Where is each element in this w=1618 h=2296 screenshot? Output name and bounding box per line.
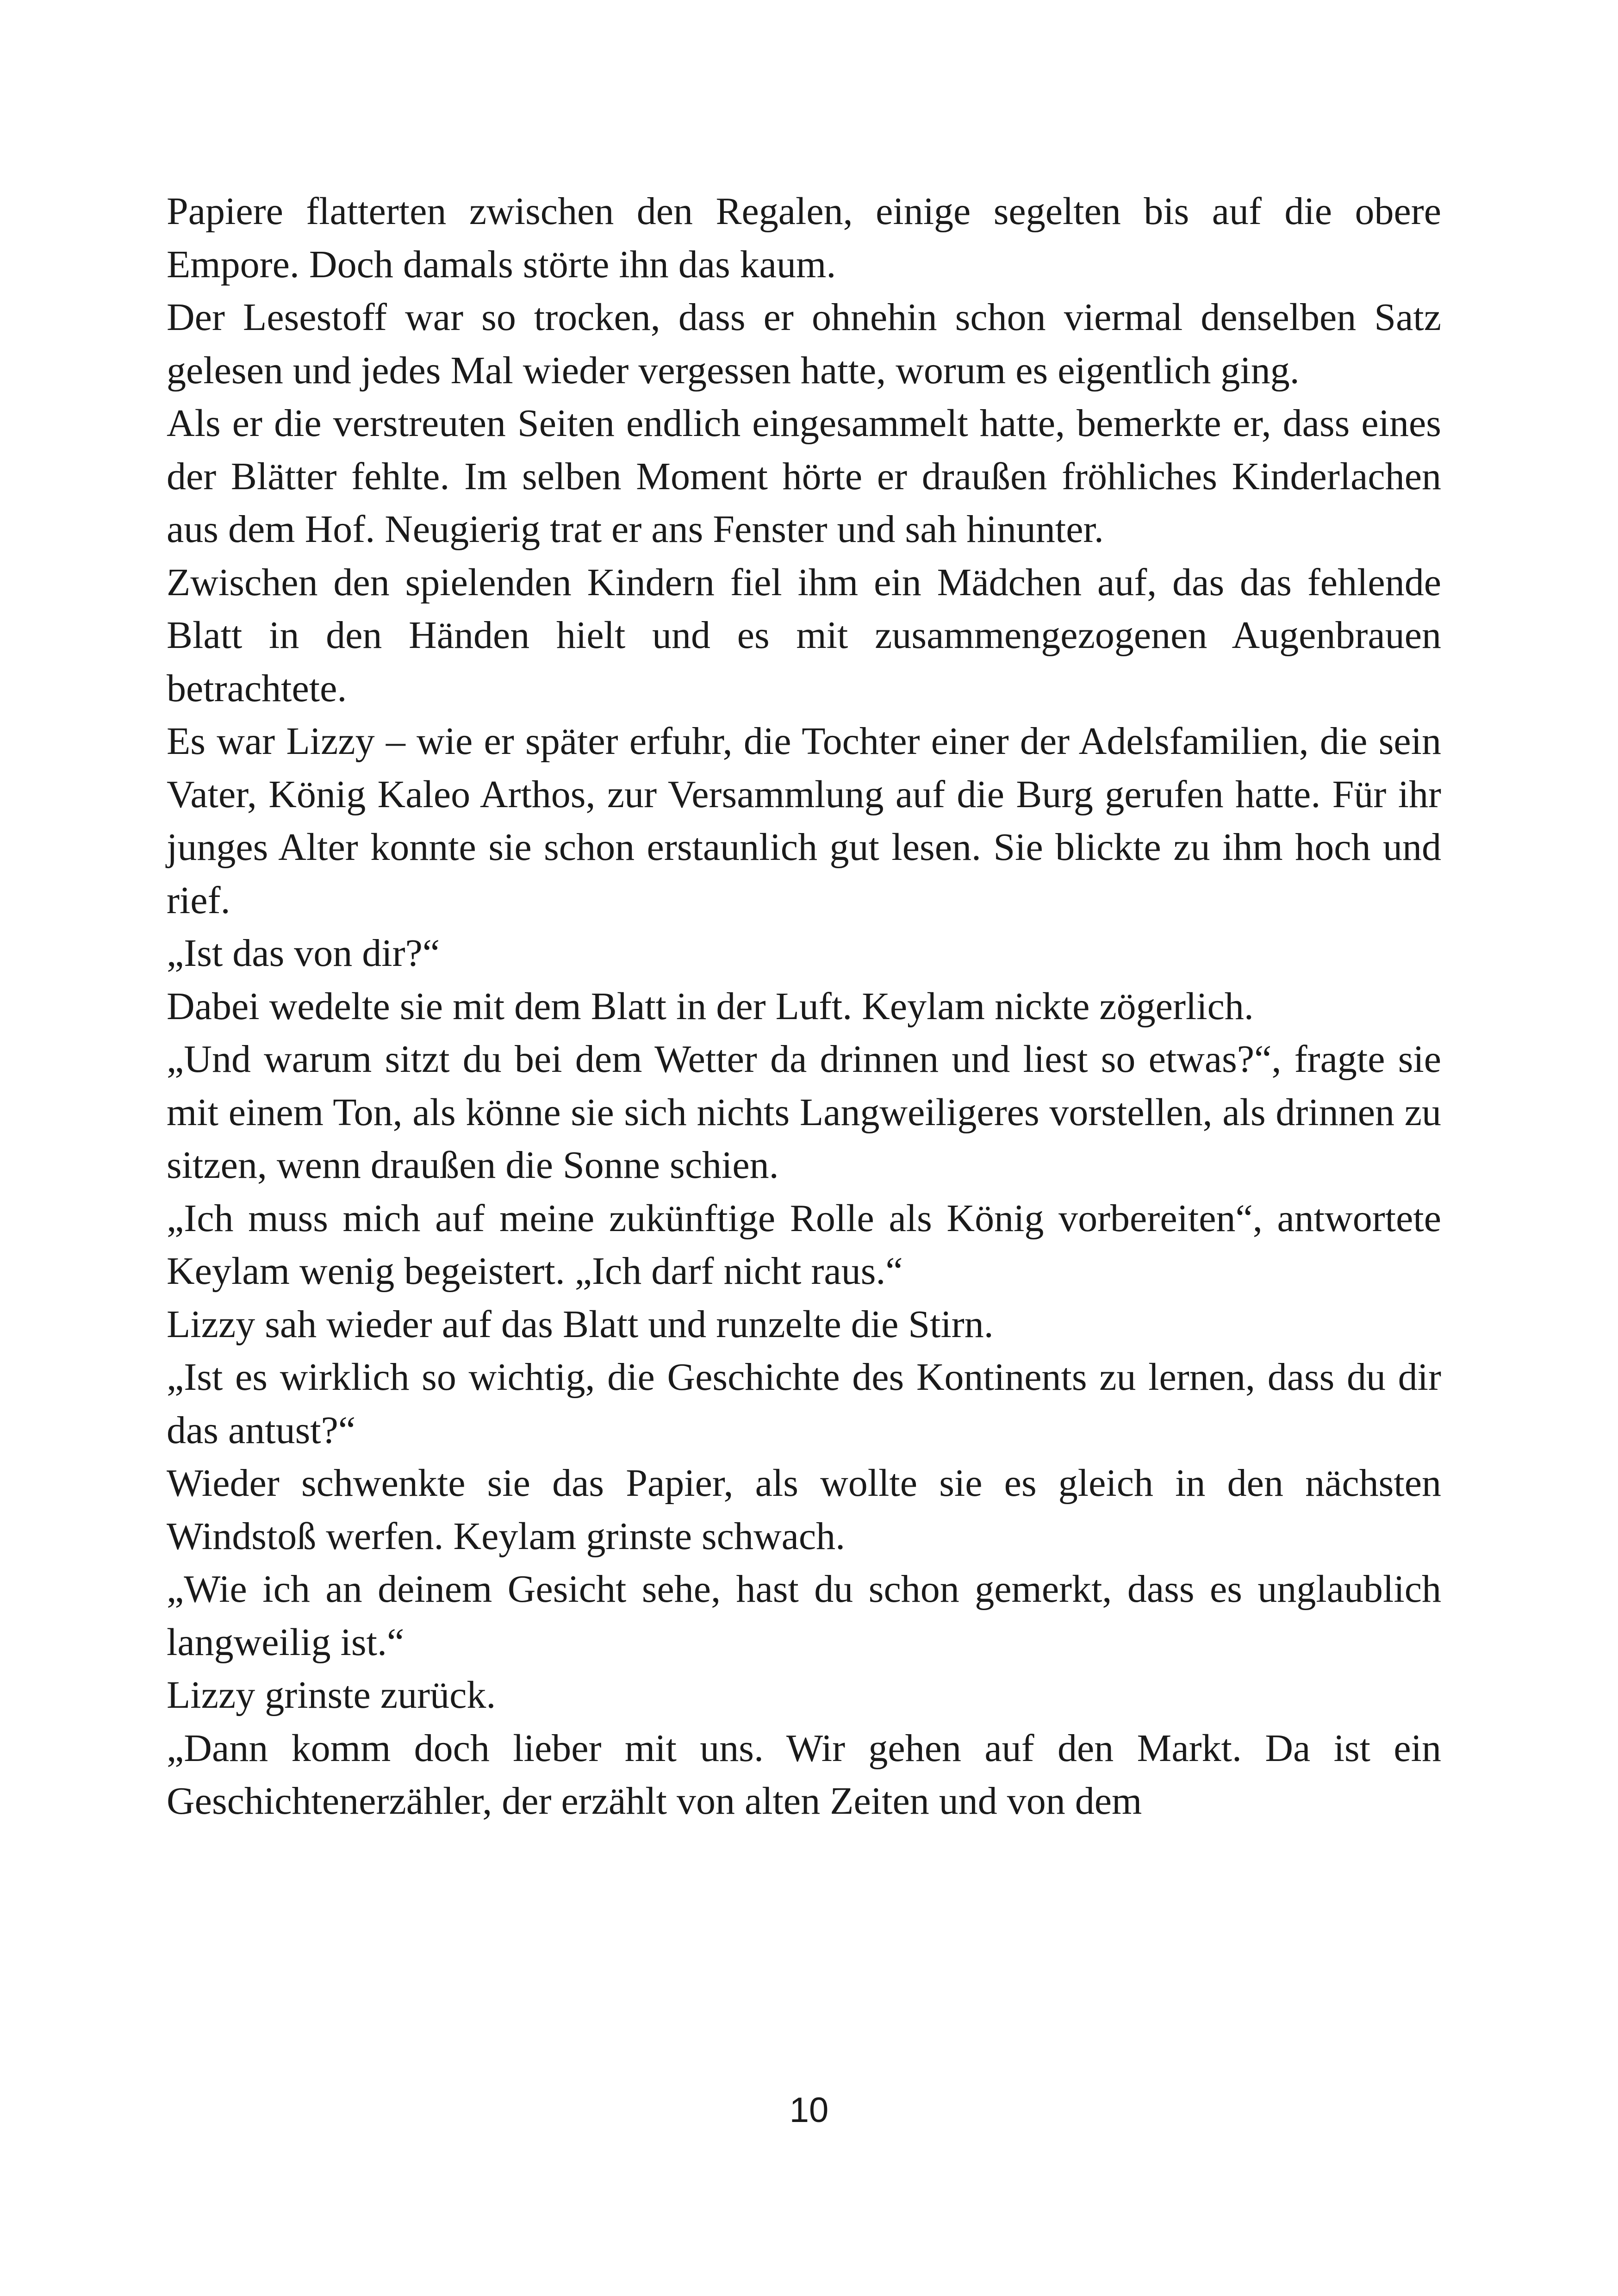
- paragraph: Lizzy grinste zurück.: [167, 1674, 496, 1717]
- paragraph: Als er die verstreuten Seiten endlich eingesammelt hatte, bemerkte er, dass eines der Blätter fehlte. Im selben Moment hörte er draußen fröhliches Kinderlachen aus dem Hof. Neugierig trat er ans Fenster und sah hinunter.: [167, 402, 1441, 551]
- paragraph: Papiere flatterten zwischen den Regalen, einige segelten bis auf die obere Empore. Doch damals störte ihn das kaum.: [167, 190, 1441, 286]
- paragraph: Wieder schwenkte sie das Papier, als wollte sie es gleich in den nächsten Windstoß werfen. Keylam grinste schwach.: [167, 1462, 1441, 1558]
- paragraph: „Ich muss mich auf meine zukünftige Rolle als König vorbereiten“, antwortete Keylam wenig begeistert. „Ich darf nicht raus.“: [167, 1196, 1441, 1293]
- paragraph: Der Lesestoff war so trocken, dass er ohnehin schon viermal denselben Satz gelesen und jedes Mal wieder vergessen hatte, worum es eigentlich ging.: [167, 296, 1441, 392]
- body-text: [167, 185, 1441, 1828]
- paragraph: „Ist das von dir?“: [167, 932, 440, 975]
- paragraph: „Wie ich an deinem Gesicht sehe, hast du schon gemerkt, dass es unglaublich langweilig ist.“: [167, 1568, 1441, 1664]
- paragraph: „Ist es wirklich so wichtig, die Geschichte des Kontinents zu lernen, dass du dir das antust?“: [167, 1356, 1441, 1452]
- paragraph: Zwischen den spielenden Kindern fiel ihm ein Mädchen auf, das das fehlende Blatt in den Händen hielt und es mit zusammengezogenen Augenbrauen betrachtete.: [167, 560, 1441, 710]
- page-number: 10: [789, 2091, 829, 2130]
- paragraph: Es war Lizzy – wie er später erfuhr, die Tochter einer der Adelsfamilien, die sein Vater, König Kaleo Arthos, zur Versammlung auf die Burg gerufen hatte. Für ihr junges Alter konnte sie schon erstaunlich gut lesen. Sie blickte zu ihm hoch und rief.: [167, 720, 1441, 922]
- paragraph: Dabei wedelte sie mit dem Blatt in der Luft. Keylam nickte zögerlich.: [167, 984, 1254, 1028]
- paragraph: „Und warum sitzt du bei dem Wetter da drinnen und liest so etwas?“, fragte sie mit einem Ton, als könne sie sich nichts Langweiligeres vorstellen, als drinnen zu sitzen, wenn draußen die Sonne schien.: [167, 1038, 1441, 1187]
- paragraph: Lizzy sah wieder auf das Blatt und runzelte die Stirn.: [167, 1302, 994, 1346]
- paragraph: „Dann komm doch lieber mit uns. Wir gehen auf den Markt. Da ist ein Geschichtenerzähler, der erzählt von alten Zeiten und von dem: [167, 1726, 1441, 1823]
